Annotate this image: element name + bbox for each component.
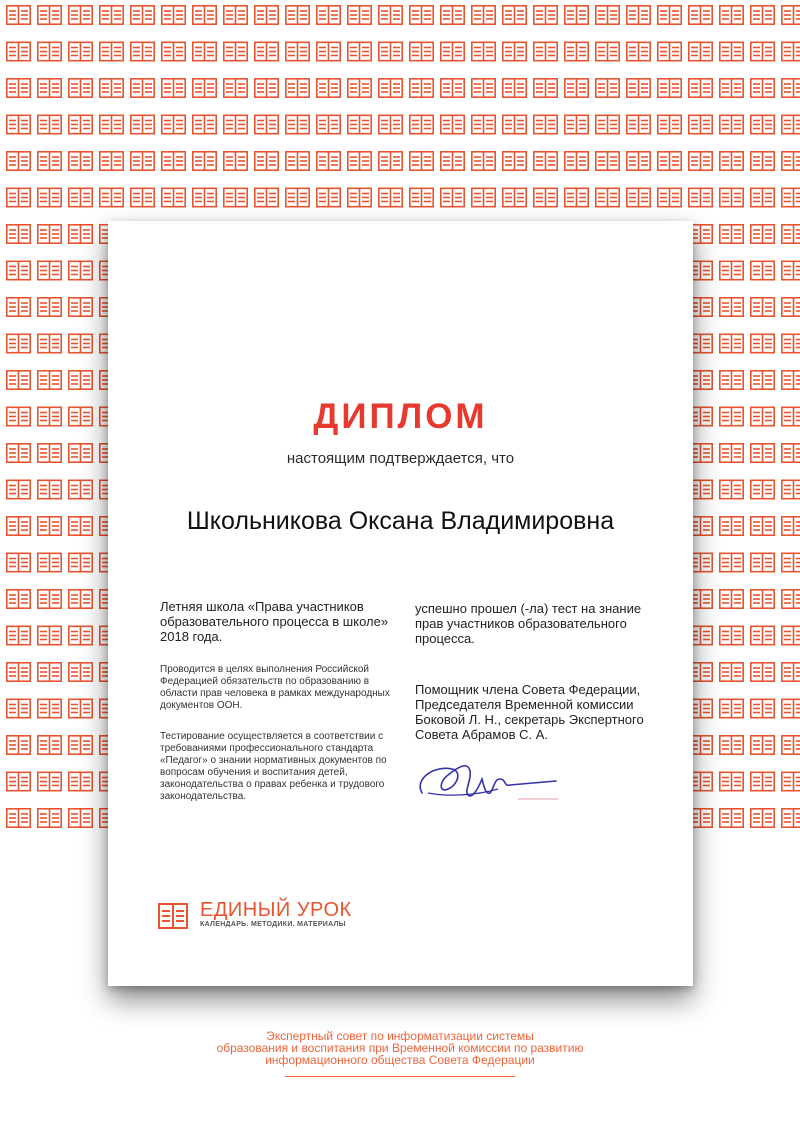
footer-line-2: образования и воспитания при Временной комиссии по развитию <box>216 1041 584 1055</box>
school-description: Летняя школа «Права участников образовательного процесса в школе» 2018 года. <box>160 599 389 644</box>
signer-text: Помощник члена Совета Федерации, Председателя Временной комиссии Боковой Л. Н., секретарь Экспертного Совета Абрамов С. А. <box>415 682 644 742</box>
footer-divider <box>285 1076 515 1077</box>
footer-line-1: Экспертный совет по информатизации системы <box>266 1029 534 1043</box>
book-icon <box>158 903 188 929</box>
result-text: успешно прошел (-ла) тест на знание прав участников образовательного процесса. <box>415 601 642 646</box>
diploma-title: ДИПЛОМ <box>313 397 488 436</box>
footer-line-3: информационного общества Совета Федерации <box>265 1053 535 1067</box>
purpose-text: Проводится в целях выполнения Российской Федерацией обязательств по образованию в области прав человека в рамках международных документов ООН. <box>160 664 390 711</box>
logo-name: ЕДИНЫЙ УРОК <box>200 899 352 921</box>
diploma-subtitle: настоящим подтверждается, что <box>286 450 515 467</box>
diploma-sheet <box>108 221 693 986</box>
logo-tagline: КАЛЕНДАРЬ. МЕТОДИКИ. МАТЕРИАЛЫ <box>200 921 346 928</box>
logo <box>158 899 398 933</box>
testing-text: Тестирование осуществляется в соответствии с требованиями профессионального стандарта «Педагог» о знании нормативных документов по вопросам обучения и воспитания детей, законодательства о правах ребенка и трудового законодательства. <box>160 731 387 802</box>
signature-image <box>408 749 558 809</box>
footer-text <box>0 1030 800 1066</box>
recipient-name: Школьникова Оксана Владимировна <box>186 507 615 535</box>
